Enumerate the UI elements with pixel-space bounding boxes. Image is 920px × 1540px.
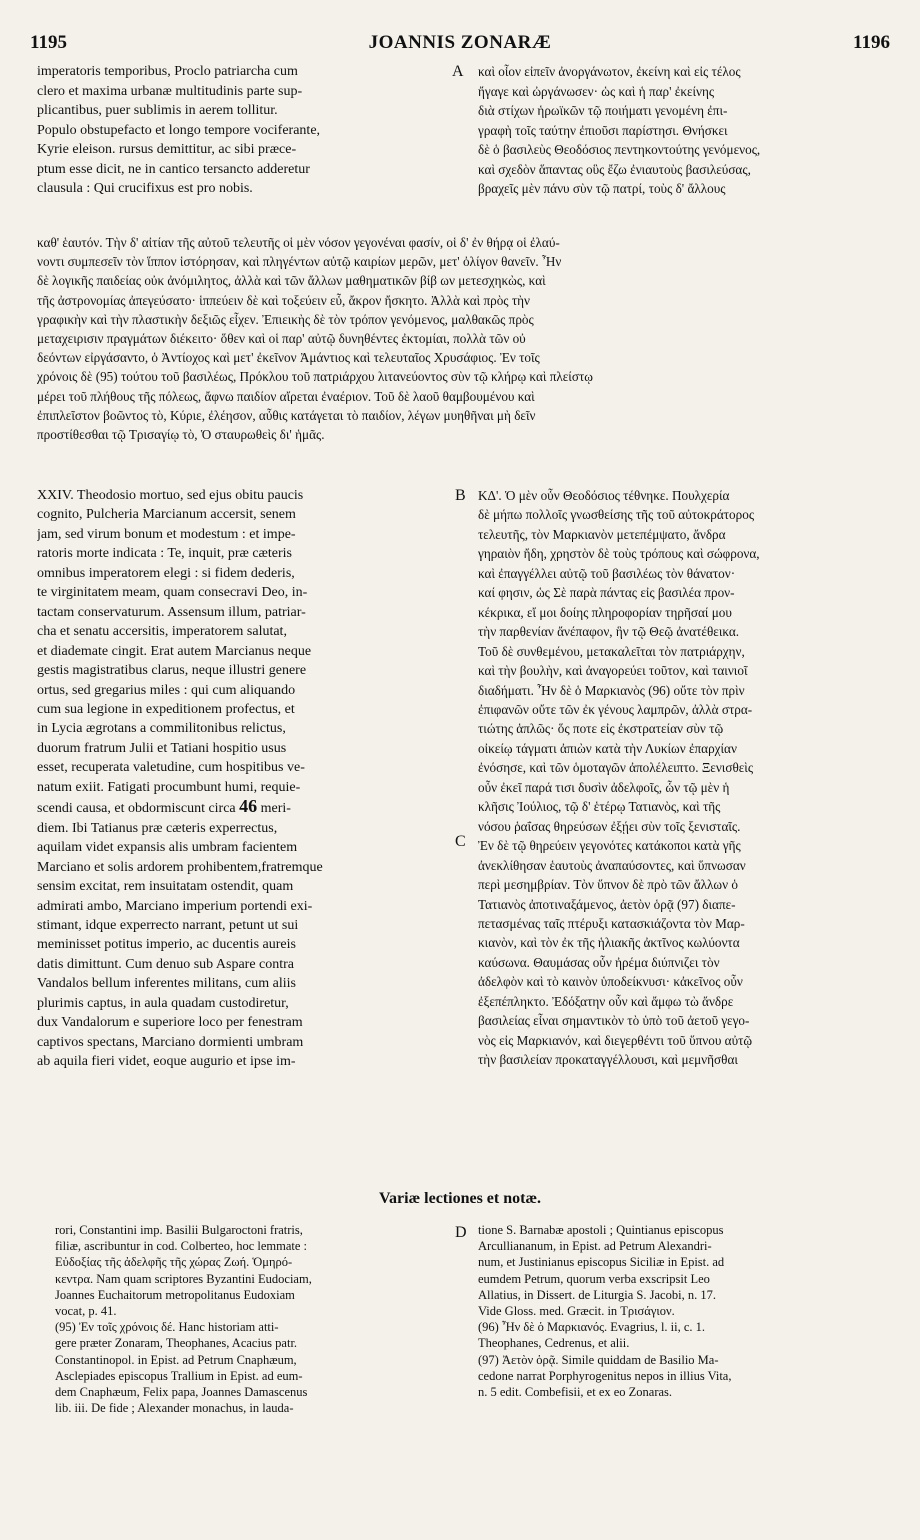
text-line: sensim excitat, rem insuitatam ostendit, quam xyxy=(37,879,294,895)
text-line: in Lycia ægrotans a commilitonibus relictus, xyxy=(37,721,286,737)
section-marker-d: D xyxy=(455,1224,467,1241)
note-line: filiæ, ascribuntur in cod. Colberteo, hoc lemmate : xyxy=(55,1239,308,1254)
greek-column-top xyxy=(478,62,886,199)
note-line: Asclepiades episcopus Trallium in Epist. ad eum- xyxy=(55,1368,303,1383)
text-line: ἐπιπλεῖστον βοῶντος τὸ, Κύριε, ἐλέησον, αὖθις κατάγεται τὸ παιδίον, λέγων μυηθῆναι μὴ δεῖν xyxy=(37,407,536,423)
text-line: μεταχειρισιν πραγμάτων διέκειτο· ὅθεν καὶ οἱ παρ' αὐτῷ δυνηθέντες ἐκτομίαι, πολλὰ τῶν οὐ xyxy=(37,331,526,347)
note-line: dem Cnaphæum, Felix papa, Joannes Damascenus xyxy=(55,1385,308,1400)
text-line: κέκρικα, εἴ μοι δοίης πληροφορίαν τηρῆσαί μου xyxy=(478,604,732,620)
note-line: n. 5 edit. Combefisii, et ex eo Zonaras. xyxy=(478,1385,673,1400)
text-line: cognito, Pulcheria Marcianum accersit, senem xyxy=(37,507,296,523)
section-marker-c: C xyxy=(455,833,466,850)
text-line: ἤγαγε καὶ ὠργάνωσεν· ὡς καὶ ἡ παρ' ἐκείνης xyxy=(478,83,715,99)
text-line: καὶ τὴν βουλὴν, καὶ ἀναγορεύει τοῦτον, καὶ ταινιοῖ xyxy=(478,663,748,679)
text-line: τελευτῆς, τὸν Μαρκιανὸν μετεπέμψατο, ἄνδρα xyxy=(478,526,726,542)
text-line: te virginitatem meam, quam consecravi Deo, in- xyxy=(37,585,308,601)
text-line: δὲ ὁ βασιλεὺς Θεοδόσιος πεντηκοντούτης γενόμενος, xyxy=(478,142,761,157)
text-line: τιώτης ἁπλῶς· ὅς ποτε εἰς ἐκστρατείαν σὺν τῷ xyxy=(478,721,724,737)
text-line: καὶ ἐπαγγέλλει αὐτῷ τοῦ βασιλέως τὸν θάνατον· xyxy=(478,565,736,581)
text-line: γηραιὸν ἤδη, χρηστὸν δὲ τοὺς τρόπους καὶ σώφρονα, xyxy=(478,546,760,562)
note-line: (97) Ἀετὸν ὁρᾷ. Simile quiddam de Basilio Ma- xyxy=(478,1352,719,1367)
text-line: dux Vandalorum e superiore loco per fenestram xyxy=(37,1015,303,1031)
latin-column-main xyxy=(37,486,465,1072)
note-line: κεντρα. Nam quam scriptores Byzantini Eudociam, xyxy=(55,1271,312,1286)
text-line: κιανὸν, καὶ τὸν ἐκ τῆς ἡλιακῆς ἀκτῖνος κωλύοντα xyxy=(478,935,740,951)
page-number-left: 1195 xyxy=(30,32,67,53)
text-line-with-marginal-number xyxy=(37,797,465,818)
text-line: gestis magistratibus clarus, neque illustri genere xyxy=(37,663,307,679)
running-title: JOANNIS ZONARÆ xyxy=(368,32,552,53)
text-line: μέρει τοῦ πλήθους τῆς πόλεως, ἄφνω παιδίον αἴρεται ἐναέριον. Τοῦ δὲ λαοῦ θαμβουμένου καὶ xyxy=(37,388,535,404)
text-line: admirati ambo, Marciano imperium portendi exi- xyxy=(37,898,313,914)
text-line: XXIV. Theodosio mortuo, sed ejus obitu paucis xyxy=(37,488,304,503)
text-line: τὴν παρθενίαν ἄνέπαφον, ἣν τῷ Θεῷ ἀνατέθεικα. xyxy=(478,624,740,640)
note-line: eumdem Petrum, quorum verba exscripsit Leo xyxy=(478,1271,710,1286)
greek-column-main xyxy=(478,486,886,1070)
text-line: duorum fratrum Julii et Tatiani hospitio usus xyxy=(37,740,287,756)
note-line: (96) Ἦν δὲ ὁ Μαρκιανός. Evagrius, l. ii, c. 1. xyxy=(478,1320,706,1335)
text-line: et diademate cingit. Erat autem Marcianus neque xyxy=(37,643,312,659)
text-line: περὶ μεσημβρίαν. Τὸν ὕπνον δὲ πρὸ τῶν ἄλλων ὁ xyxy=(478,877,738,893)
text-line: ἐνόσησε, καὶ τῶν ὁμοταγῶν ἀπολέλειπτο. Ξενισθεὶς xyxy=(478,760,754,776)
note-line: Vide Gloss. med. Græcit. in Τρισάγιον. xyxy=(478,1304,675,1319)
text-line: ἐξεπέπληκτο. Ἐδόξατην οὖν καὶ ἄμφω τὼ ἄνδρε xyxy=(478,993,734,1009)
note-line: tione S. Barnabæ apostoli ; Quintianus episcopus xyxy=(478,1223,724,1237)
text-line: καί φησιν, ὡς Σὲ παρὰ πάντας εἰς βασιλέα προν- xyxy=(478,585,735,601)
text-line: cha et senatu accersitis, imperatorem salutat, xyxy=(37,624,287,640)
marginal-page-number: 46 xyxy=(239,797,258,817)
note-line: lib. iii. De fide ; Alexander monachus, in lauda- xyxy=(55,1401,294,1416)
text-line: δεόντων εἰργάσαντο, ὁ Ἀντίοχος καὶ μετ' ἐκεῖνον Ἀμάντιος καὶ τελευταῖος Χρυσάφιος. Ἐν τοῖς xyxy=(37,350,540,366)
text-line: plicantibus, puer sublimis in aerem tollitur. xyxy=(37,103,278,118)
text-line: Τοῦ δὲ συνθεμένου, μετακαλεῖται τὸν πατριάρχην, xyxy=(478,643,745,659)
page-number-right: 1196 xyxy=(853,32,890,53)
notes-column-right xyxy=(478,1222,886,1400)
text-line: ratoris morte indicata : Te, inquit, præ cæteris xyxy=(37,546,292,562)
text-line: γραφὴ τοῖς ταύτην ἐπιοῦσι παρίστησι. Θνήσκει xyxy=(478,122,728,138)
text-line: νοντι συμπεσεῖν τὸν ἵππον ἱστόρησαν, καὶ πληγέντων αὐτῷ καιρίων μερῶν, μετ' ὀλίγον θανεῖν. Ἦν xyxy=(37,254,562,270)
text-segment: meri- xyxy=(257,801,291,817)
text-line: τῆς ἀστρονομίας ἀπεγεύσατο· ἱππεύειν δὲ καὶ τοξεύειν εὖ, ἄκρον ἤσκητο. Ἀλλὰ καὶ πρὸς τὴν xyxy=(37,292,530,308)
text-line: ἐπιφανῶν οὔτε τῶν ἐκ γένους λαμπρῶν, ἀλλὰ στρα- xyxy=(478,701,753,717)
text-line: cum sua legione in expeditionem profectus, et xyxy=(37,701,295,717)
note-line: Constantinopol. in Epist. ad Petrum Cnaphæum, xyxy=(55,1352,297,1367)
text-line: ptum esse dicit, ne in cantico tersancto adderetur xyxy=(37,161,310,177)
text-line: γραφικὴν καὶ τὴν πλαστικὴν δεξιῶς εἶχεν. Ἐπιεικὴς δὲ τὸν τρόπον γενόμενος, μαλθακῶς πρὸς xyxy=(37,311,534,327)
text-line: plurimis captus, in aula quadam custodiretur, xyxy=(37,995,289,1011)
text-line: clausula : Qui crucifixus est pro nobis. xyxy=(37,181,253,196)
text-line: χρόνοις δὲ (95) τούτου τοῦ βασιλέως, Πρόκλου τοῦ πατριάρχου λιτανεύοντος σὺν τῷ κλήρῳ καὶ πλείστῳ xyxy=(37,369,593,385)
text-line: omnibus imperatorem elegi : si fidem dederis, xyxy=(37,565,295,581)
text-line: Vandalos bellum inferentes militans, cum aliis xyxy=(37,976,296,992)
text-line: καὶ σχεδὸν ἅπαντας οὓς ἔζω ἐνιαυτοὺς βασιλεύσας, xyxy=(478,161,751,177)
text-line: jam, sed virum bonum et modestum : et impe- xyxy=(37,526,296,542)
text-line: καθ' ἑαυτόν. Τὴν δ' αἰτίαν τῆς αὐτοῦ τελευτῆς οἱ μὲν νόσον γεγονέναι φασίν, οἱ δ' ἐν θήρᾳ οἱ ἐλαύ- xyxy=(37,235,560,250)
text-line: captivos spectans, Marciano dormienti umbram xyxy=(37,1034,304,1050)
note-line: Joannes Euchaitorum metropolitanus Eudoxiam xyxy=(55,1287,295,1302)
text-line: diem. Ibi Tatianus præ cæteris experrectus, xyxy=(37,820,278,836)
text-line: τὴν βασιλείαν προκαταγγέλλουσι, καὶ μεμνῆσθαι xyxy=(478,1052,738,1068)
text-line: ab aquila fieri videt, eoque augurio et ipse im- xyxy=(37,1054,296,1070)
text-line: βασιλείας εἶναι σημαντικὸν τὸ ὑπὸ τοῦ ἀετοῦ γεγο- xyxy=(478,1013,750,1029)
note-line: Theophanes, Cedrenus, et alii. xyxy=(478,1336,630,1351)
text-line: imperatoris temporibus, Proclo patriarcha cum xyxy=(37,64,298,79)
section-marker-b: B xyxy=(455,487,466,504)
text-line: διαδήματι. Ἦν δὲ ὁ Μαρκιανὸς (96) οὔτε τὸν πρὶν xyxy=(478,682,745,698)
text-line: ἀνεκλίθησαν ἑαυτοὺς ἀναπαύσοντες, καὶ ὕπνωσαν xyxy=(478,857,746,873)
text-line: Ἐν δὲ τῷ θηρεύειν γεγονότες κατάκοποι κατὰ γῆς xyxy=(478,838,741,854)
text-line: Populo obstupefacto et longo tempore vociferante, xyxy=(37,122,321,138)
note-line: rori, Constantini imp. Basilii Bulgaroctoni fratris, xyxy=(55,1223,303,1237)
text-line: Kyrie eleison. rursus demittitur, ac sibi præce- xyxy=(37,142,297,157)
text-line: βραχεῖς μὲν πάνυ σὺν τῷ πατρί, τοὺς δ' ἄλλους xyxy=(478,181,726,196)
notes-column-left xyxy=(55,1222,463,1416)
text-line: οὖν ἐκεῖ παρά τισι δυσὶν ἀδελφοῖς, ὧν τῷ μὲν ἡ xyxy=(478,779,730,795)
text-line: οἰκείῳ τάγματι ἀπιὼν κατὰ τὴν Λυκίων ἐπαρχίαν xyxy=(478,740,737,756)
note-line: Allatius, in Dissert. de Liturgia S. Jacobi, n. 17. xyxy=(478,1287,716,1302)
running-header xyxy=(30,32,890,56)
text-line: aquilam videt expansis alis umbram facientem xyxy=(37,840,298,856)
note-line: Arculliananum, in Epist. ad Petrum Alexandri- xyxy=(478,1239,712,1254)
text-line: διὰ στίχων ἡρωϊκῶν τῷ ποιήματι γενομένη ἐπι- xyxy=(478,103,728,118)
section-marker-a: A xyxy=(452,63,464,80)
text-line: καύσωνα. Θαυμάσας οὖν ἠρέμα διύπνιζει τὸν xyxy=(478,954,720,970)
note-line: Εὐδοξίας τῆς ἀδελφῆς τῆς χώρας Ζωή. Ὁμηρό- xyxy=(55,1255,293,1270)
note-line: vocat, p. 41. xyxy=(55,1304,117,1319)
text-line: ἀδελφὸν καὶ τὸ καινὸν ὑποδείκνυσι· κἀκεῖνος οὖν xyxy=(478,974,743,990)
text-line: meminisset potitus imperio, ac ducentis aureis xyxy=(37,937,296,953)
text-line: ΚΔ'. Ὁ μὲν οὖν Θεοδόσιος τέθνηκε. Πουλχερία xyxy=(478,488,730,503)
text-line: δὲ λογικῆς παιδείας οὐκ ἀνόμιλητος, ἀλλὰ καὶ τῶν ἄλλων μαθηματικῶν βίβ ων μετεσχηκὼς, καὶ xyxy=(37,273,546,289)
text-segment: scendi causa, et obdormiscunt circa xyxy=(37,801,236,817)
text-line: clero et maxima urbanæ multitudinis parte sup- xyxy=(37,83,303,99)
text-line: natum exiit. Fatigati procumbunt humi, requie- xyxy=(37,779,301,795)
text-line: νόσου ῥαΐσας θηρεύσων ἐξῄει σὺν τοῖς ξενισταῖς. xyxy=(478,818,741,834)
text-line: καὶ οἷον εἰπεῖν ἀνοργάνωτον, ἐκείνη καὶ εἰς τέλος xyxy=(478,64,741,79)
text-line: esset, recuperata valetudine, cum hospitibus ve- xyxy=(37,760,305,776)
latin-column-top xyxy=(37,62,465,199)
note-line: (95) Ἐν τοῖς χρόνοις δέ. Hanc historiam atti- xyxy=(55,1320,279,1335)
note-line: cedone narrat Porphyrogenitus nepos in illius Vita, xyxy=(478,1368,732,1383)
text-line: Marciano et solis ardorem prohibentem,fratremque xyxy=(37,859,323,875)
text-line: δὲ μήπω πολλοῖς γνωσθείσης τῆς τοῦ αὐτοκράτορος xyxy=(478,507,755,523)
text-line: stimant, idque experrecto narrant, petunt ut sui xyxy=(37,917,299,933)
text-line: Τατιανὸς ἀποτιναξάμενος, ἀετὸν ὁρᾷ (97) διαπε- xyxy=(478,896,736,912)
text-line: πετασμένας ταῖς πτέρυξι κατασκιάζοντα τὸν Μαρ- xyxy=(478,915,745,931)
text-line: νὸς εἰς Μαρκιανόν, καὶ διεγερθέντι τοῦ ὕπνου αὐτῷ xyxy=(478,1032,753,1048)
text-line: προστίθεσθαι τῷ Τρισαγίῳ τὸ, Ὁ σταυρωθεὶς δι' ἡμᾶς. xyxy=(37,427,325,443)
text-line: κλῆσις Ἰούλιος, τῷ δ' ἑτέρῳ Τατιανὸς, καὶ τῆς xyxy=(478,799,721,815)
text-line: datis dimittunt. Cum denuo sub Aspare contra xyxy=(37,956,295,972)
notes-heading: Variæ lectiones et notæ. xyxy=(378,1190,542,1207)
note-line: gere præter Zonaram, Theophanes, Acacius patr. xyxy=(55,1336,298,1351)
greek-full-width-block xyxy=(37,233,887,444)
text-line: ortus, sed gregarius miles : qui cum aliquando xyxy=(37,682,296,698)
text-line: tactam conservaturum. Assensum illum, patriar- xyxy=(37,604,306,620)
note-line: num, et Justinianus episcopus Siciliæ in Epist. ad xyxy=(478,1255,725,1270)
